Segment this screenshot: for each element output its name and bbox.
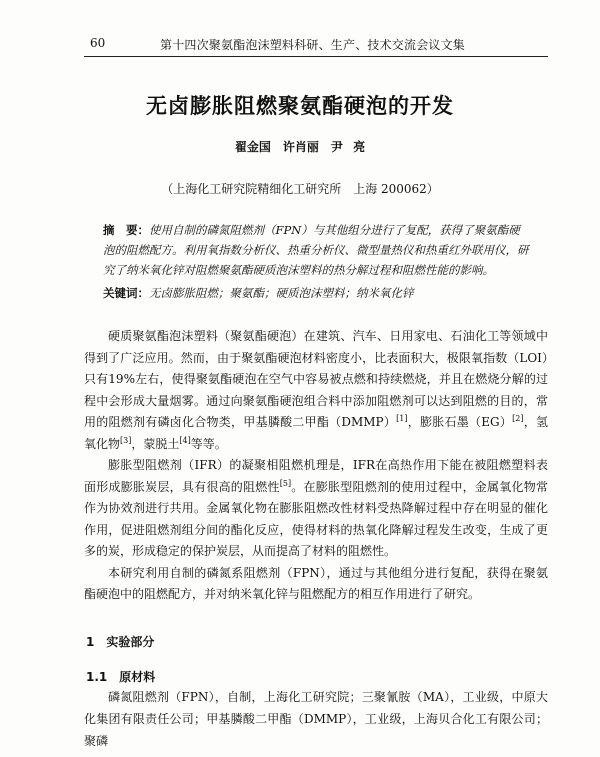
abstract-paragraph bbox=[103, 220, 531, 280]
introduction bbox=[84, 326, 548, 606]
intro-text: ，膨胀石墨（EG） bbox=[407, 415, 513, 429]
authors: 翟金国 许肖丽 尹 亮 bbox=[234, 140, 366, 154]
citation-ref: [4] bbox=[179, 435, 191, 445]
section-number: 1 bbox=[86, 635, 95, 649]
keywords-paragraph bbox=[103, 283, 531, 303]
materials-list bbox=[84, 686, 548, 752]
running-header bbox=[86, 36, 546, 54]
keywords-text: 无卤膨胀阻燃；聚氨酯；硬质泡沫塑料；纳米氧化锌 bbox=[149, 286, 414, 300]
citation-ref: [1] bbox=[396, 414, 408, 423]
abstract-text: 使用自制的磷氮阻燃剂（FPN）与其他组分进行了复配，获得了聚氨酯硬泡的阻燃配方。利用氧指数分析仪、热重分析仪、微型量热仪和热重红外联用仪，研究了纳米氧化锌对阻燃聚氨酯硬质泡沫塑料的热分解过程和阻燃性能的影响。 bbox=[103, 223, 529, 277]
paper-title: 无卤膨胀阻燃聚氨酯硬泡的开发 bbox=[146, 94, 454, 118]
intro-text: 膨胀型阻燃剂（IFR）的凝聚相阻燃机理是，IFR在高热作用下能在被阻燃塑料表面形成膨胀炭层，具有很高的阻燃性 bbox=[84, 458, 548, 494]
citation-ref: [3] bbox=[120, 435, 132, 445]
running-title: 第十四次聚氨酯泡沫塑料科研、生产、技术交流会议文集 bbox=[160, 38, 466, 52]
abstract-label: 摘 要： bbox=[103, 223, 149, 237]
citation-ref: [5] bbox=[279, 478, 292, 488]
intro-text: 等等。 bbox=[190, 436, 227, 451]
section-title: 实验部分 bbox=[106, 635, 155, 649]
intro-text: ，蒙脱土 bbox=[131, 436, 180, 451]
citation-ref: [2] bbox=[512, 414, 524, 423]
intro-text: ，氢氧化物 bbox=[84, 415, 548, 451]
keywords-label: 关键词： bbox=[103, 286, 149, 300]
section-heading-1 bbox=[86, 633, 154, 650]
intro-text: 。在膨胀型阻燃剂的使用过程中，金属氧化物常作为协效剂进行共用。金属氧化物在膨胀阻燃改性材料受热降解过程中存在明显的催化作用，促进阻燃剂组分间的酯化反应，使得材料的热氧化降解过程发生改变，生成了更多的炭，形成稳定的保护炭层，从而提高了材料的阻燃性。 bbox=[84, 479, 548, 558]
header-rule bbox=[84, 56, 548, 57]
intro-paragraph-3: 本研究利用自制的磷氮系阻燃剂（FPN），通过与其他组分进行复配，获得在聚氨酯硬泡中的阻燃配方，并对纳米氧化锌与阻燃配方的相互作用进行了研究。 bbox=[84, 565, 548, 601]
intro-paragraph-2 bbox=[84, 455, 548, 563]
abstract-block bbox=[103, 220, 531, 303]
materials-paragraph: 磷氮阻燃剂（FPN），自制，上海化工研究院；三聚氰胺（MA），工业级，中原大化集团有限责任公司；甲基膦酸二甲酯（DMMP），工业级，上海贝合化工有限公司；聚磷 bbox=[84, 690, 548, 748]
subsection-title: 原材料 bbox=[119, 670, 156, 684]
intro-paragraph-1 bbox=[84, 326, 548, 455]
subsection-number: 1.1 bbox=[86, 670, 108, 684]
affiliation: （上海化工研究院精细化工研究所 上海 200062） bbox=[161, 182, 439, 196]
page-number: 60 bbox=[90, 36, 106, 50]
section-heading-1-1 bbox=[86, 668, 155, 685]
intro-text: 硬质聚氨酯泡沫塑料（聚氨酯硬泡）在建筑、汽车、日用家电、石油化工等领域中得到了广泛应用。然而，由于聚氨酯硬泡材料密度小，比表面积大，极限氧指数（LOI）只有19%左右，使得聚氨酯硬泡在空气中容易被点燃和持续燃烧，并且在燃烧分解的过程中会形成大量烟雾。通过向聚氨酯硬泡组合料中添加阻燃剂可以达到阻燃的目的，常用的阻燃剂有磷卤化合物类，甲基膦酸二甲酯（DMMP） bbox=[84, 329, 548, 429]
